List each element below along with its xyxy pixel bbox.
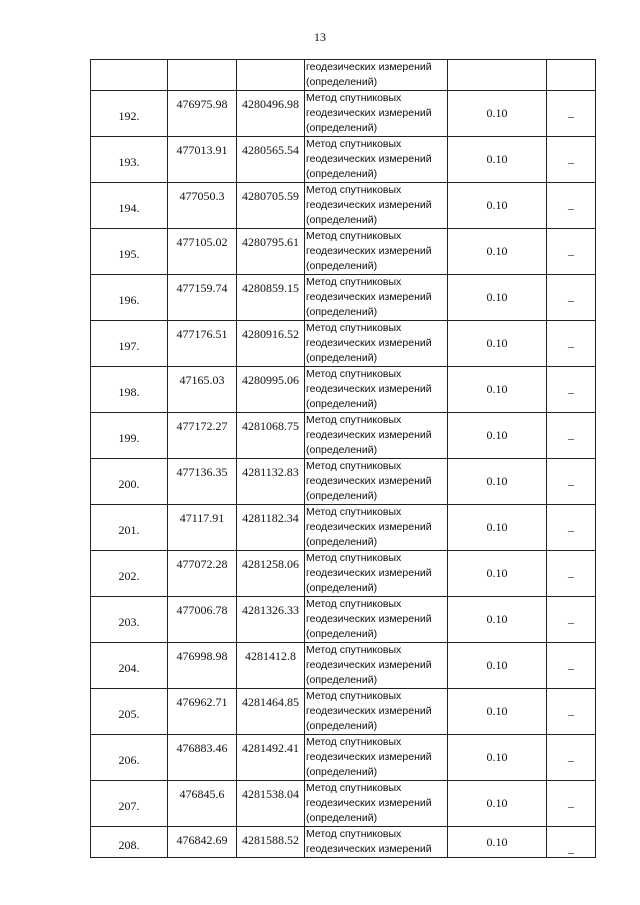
method-cell (305, 91, 448, 137)
method-cell (305, 321, 448, 367)
note-cell: _ (547, 321, 596, 367)
table-row (91, 275, 596, 321)
x-coordinate-cell: 47117.91 (168, 505, 237, 551)
accuracy-cell: 0.10 (448, 551, 547, 597)
table-row (91, 137, 596, 183)
table-row (91, 367, 596, 413)
point-number-cell: 197. (91, 321, 168, 367)
method-line: Метод спутниковых (306, 276, 402, 288)
method-line: Метод спутниковых (306, 506, 402, 518)
accuracy-cell: 0.10 (448, 275, 547, 321)
method-line: (определений) (306, 76, 378, 88)
method-line: Метод спутниковых (306, 736, 402, 748)
note-cell: _ (547, 505, 596, 551)
point-number-cell: 193. (91, 137, 168, 183)
method-cell (305, 735, 448, 781)
method-line: геодезических измерений (306, 751, 432, 763)
method-cell (305, 367, 448, 413)
method-line: Метод спутниковых (306, 460, 402, 472)
y-coordinate-cell: 4280496.98 (237, 91, 305, 137)
note-cell (547, 60, 596, 91)
point-number-cell: 200. (91, 459, 168, 505)
accuracy-cell: 0.10 (448, 229, 547, 275)
y-coordinate-cell: 4280565.54 (237, 137, 305, 183)
x-coordinate-cell: 477013.91 (168, 137, 237, 183)
method-line: (определений) (306, 260, 378, 272)
accuracy-cell: 0.10 (448, 137, 547, 183)
method-line: (определений) (306, 582, 378, 594)
table-row (91, 229, 596, 275)
method-line: (определений) (306, 168, 378, 180)
y-coordinate-cell: 4281492.41 (237, 735, 305, 781)
note-cell: _ (547, 597, 596, 643)
method-line: (определений) (306, 444, 378, 456)
method-line: геодезических измерений (306, 245, 432, 257)
method-line: геодезических измерений (306, 383, 432, 395)
table-row (91, 91, 596, 137)
accuracy-cell: 0.10 (448, 597, 547, 643)
table-row (91, 781, 596, 827)
point-number-cell: 206. (91, 735, 168, 781)
method-line: геодезических измерений (306, 429, 432, 441)
method-line: (определений) (306, 306, 378, 318)
table-row (91, 551, 596, 597)
y-coordinate-cell: 4281068.75 (237, 413, 305, 459)
x-coordinate-cell: 477159.74 (168, 275, 237, 321)
note-cell: _ (547, 827, 596, 858)
accuracy-cell (448, 60, 547, 91)
method-line: Метод спутниковых (306, 368, 402, 380)
method-line: геодезических измерений (306, 153, 432, 165)
y-coordinate-cell: 4280916.52 (237, 321, 305, 367)
x-coordinate-cell: 476998.98 (168, 643, 237, 689)
method-cell (305, 413, 448, 459)
y-coordinate-cell: 4281464.85 (237, 689, 305, 735)
method-line: (определений) (306, 352, 378, 364)
method-line: Метод спутниковых (306, 690, 402, 702)
x-coordinate-cell: 476842.69 (168, 827, 237, 858)
note-cell: _ (547, 137, 596, 183)
method-line: геодезических измерений (306, 797, 432, 809)
method-line: Метод спутниковых (306, 598, 402, 610)
method-line: (определений) (306, 674, 378, 686)
method-line: геодезических измерений (306, 567, 432, 579)
method-line: Метод спутниковых (306, 782, 402, 794)
note-cell: _ (547, 275, 596, 321)
x-coordinate-cell: 477006.78 (168, 597, 237, 643)
table-row-continuation (91, 60, 596, 91)
note-cell: _ (547, 367, 596, 413)
point-number-cell: 194. (91, 183, 168, 229)
method-line: геодезических измерений (306, 475, 432, 487)
method-cell (305, 643, 448, 689)
table-row (91, 183, 596, 229)
y-coordinate-cell: 4281538.04 (237, 781, 305, 827)
x-coordinate-cell: 476845.6 (168, 781, 237, 827)
point-number-cell: 192. (91, 91, 168, 137)
y-coordinate-cell: 4280859.15 (237, 275, 305, 321)
method-line: Метод спутниковых (306, 138, 402, 150)
table-row (91, 597, 596, 643)
point-number-cell: 205. (91, 689, 168, 735)
method-line: (определений) (306, 720, 378, 732)
method-cell (305, 137, 448, 183)
y-coordinate-cell (237, 60, 305, 91)
y-coordinate-cell: 4280995.06 (237, 367, 305, 413)
point-number-cell: 199. (91, 413, 168, 459)
y-coordinate-cell: 4281412.8 (237, 643, 305, 689)
method-line: геодезических измерений (306, 61, 432, 73)
method-line: геодезических измерений (306, 199, 432, 211)
x-coordinate-cell: 476883.46 (168, 735, 237, 781)
method-line: геодезических измерений (306, 521, 432, 533)
x-coordinate-cell: 477136.35 (168, 459, 237, 505)
x-coordinate-cell: 477050.3 (168, 183, 237, 229)
point-number-cell: 198. (91, 367, 168, 413)
note-cell: _ (547, 735, 596, 781)
x-coordinate-cell: 476962.71 (168, 689, 237, 735)
method-cell (305, 597, 448, 643)
point-number-cell: 196. (91, 275, 168, 321)
table-row (91, 827, 596, 858)
y-coordinate-cell: 4281326.33 (237, 597, 305, 643)
method-line: (определений) (306, 766, 378, 778)
method-line: Метод спутниковых (306, 828, 402, 840)
method-cell (305, 827, 448, 858)
note-cell: _ (547, 229, 596, 275)
table-row (91, 413, 596, 459)
method-cell (305, 689, 448, 735)
method-cell (305, 505, 448, 551)
x-coordinate-cell: 477072.28 (168, 551, 237, 597)
method-line: Метод спутниковых (306, 644, 402, 656)
point-number-cell: 202. (91, 551, 168, 597)
method-line: Метод спутниковых (306, 92, 402, 104)
table-body (91, 60, 596, 858)
note-cell: _ (547, 643, 596, 689)
point-number-cell: 195. (91, 229, 168, 275)
note-cell: _ (547, 459, 596, 505)
method-line: (определений) (306, 490, 378, 502)
y-coordinate-cell: 4280705.59 (237, 183, 305, 229)
y-coordinate-cell: 4281132.83 (237, 459, 305, 505)
accuracy-cell: 0.10 (448, 505, 547, 551)
x-coordinate-cell: 477105.02 (168, 229, 237, 275)
method-line: геодезических измерений (306, 705, 432, 717)
point-number-cell: 204. (91, 643, 168, 689)
method-cell (305, 459, 448, 505)
x-coordinate-cell: 477172.27 (168, 413, 237, 459)
method-line: Метод спутниковых (306, 322, 402, 334)
table-row (91, 689, 596, 735)
note-cell: _ (547, 413, 596, 459)
method-line: геодезических измерений (306, 843, 432, 855)
note-cell: _ (547, 183, 596, 229)
method-line: Метод спутниковых (306, 184, 402, 196)
method-cell (305, 229, 448, 275)
method-cell (305, 275, 448, 321)
page-number: 13 (314, 30, 326, 44)
note-cell: _ (547, 689, 596, 735)
method-cell (305, 551, 448, 597)
method-line: Метод спутниковых (306, 552, 402, 564)
method-cell (305, 781, 448, 827)
method-line: (определений) (306, 398, 378, 410)
x-coordinate-cell: 477176.51 (168, 321, 237, 367)
y-coordinate-cell: 4281182.34 (237, 505, 305, 551)
accuracy-cell: 0.10 (448, 827, 547, 858)
point-number-cell: 201. (91, 505, 168, 551)
accuracy-cell: 0.10 (448, 735, 547, 781)
accuracy-cell: 0.10 (448, 367, 547, 413)
accuracy-cell: 0.10 (448, 183, 547, 229)
x-coordinate-cell: 476975.98 (168, 91, 237, 137)
accuracy-cell: 0.10 (448, 643, 547, 689)
accuracy-cell: 0.10 (448, 321, 547, 367)
method-line: (определений) (306, 122, 378, 134)
method-line: (определений) (306, 536, 378, 548)
method-cell (305, 60, 448, 91)
y-coordinate-cell: 4281258.06 (237, 551, 305, 597)
note-cell: _ (547, 91, 596, 137)
method-line: геодезических измерений (306, 291, 432, 303)
method-line: геодезических измерений (306, 659, 432, 671)
point-number-cell: 208. (91, 827, 168, 858)
method-line: геодезических измерений (306, 107, 432, 119)
table-row (91, 505, 596, 551)
point-number-cell: 207. (91, 781, 168, 827)
point-number-cell (91, 60, 168, 91)
accuracy-cell: 0.10 (448, 781, 547, 827)
method-line: (определений) (306, 628, 378, 640)
accuracy-cell: 0.10 (448, 689, 547, 735)
table-row (91, 643, 596, 689)
x-coordinate-cell (168, 60, 237, 91)
accuracy-cell: 0.10 (448, 413, 547, 459)
table-row (91, 321, 596, 367)
method-line: (определений) (306, 812, 378, 824)
accuracy-cell: 0.10 (448, 459, 547, 505)
note-cell: _ (547, 551, 596, 597)
note-cell: _ (547, 781, 596, 827)
method-line: Метод спутниковых (306, 230, 402, 242)
method-line: Метод спутниковых (306, 414, 402, 426)
coordinates-table (90, 59, 596, 858)
method-line: (определений) (306, 214, 378, 226)
method-line: геодезических измерений (306, 337, 432, 349)
table-row (91, 459, 596, 505)
method-cell (305, 183, 448, 229)
point-number-cell: 203. (91, 597, 168, 643)
accuracy-cell: 0.10 (448, 91, 547, 137)
y-coordinate-cell: 4280795.61 (237, 229, 305, 275)
table-row (91, 735, 596, 781)
x-coordinate-cell: 47165.03 (168, 367, 237, 413)
y-coordinate-cell: 4281588.52 (237, 827, 305, 858)
method-line: геодезических измерений (306, 613, 432, 625)
